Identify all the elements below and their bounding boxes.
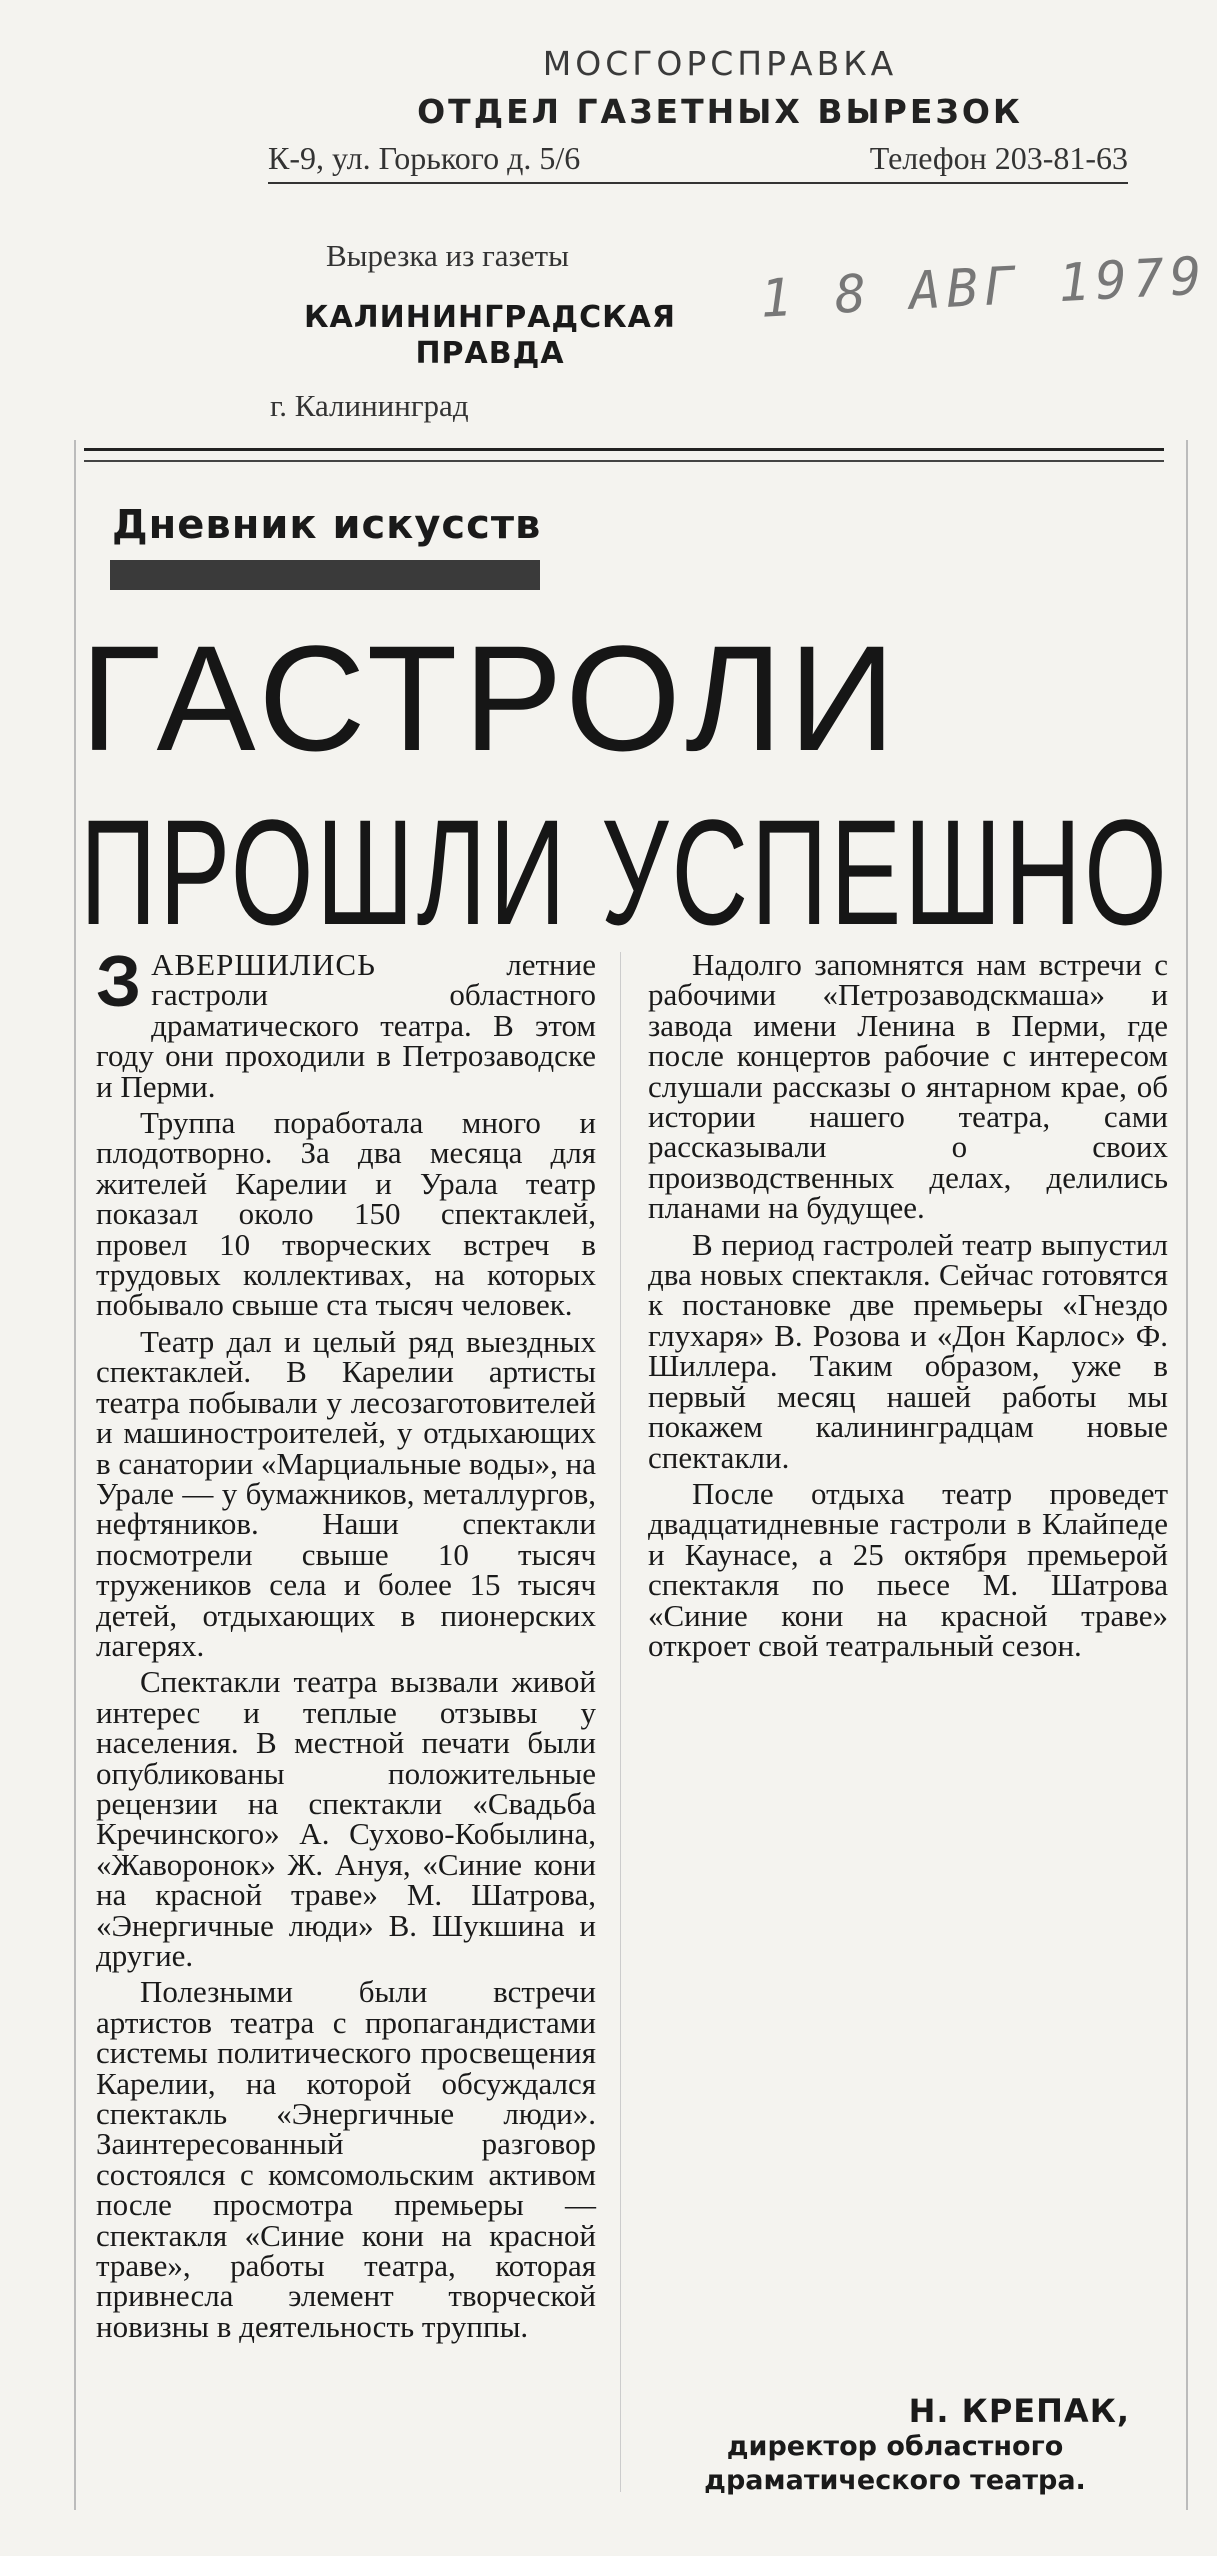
- article-paragraph-6: Надолго запомнятся нам встречи с рабочими «Петрозаводскмаша» и завода имени Ленина в Перми, где после концертов рабочие с интересом слушали рассказы о янтарном крае, об истории нашего театра, сами рассказывали о своих производственных делах, делились планами на будущее.: [648, 947, 1168, 1226]
- rubric-bar: [110, 560, 540, 590]
- article-paragraph-4: Спектакли театра вызвали живой интерес и теплые отзывы у населения. В местной печати были опубликованы положительные рецензии на спектакли «Свадьба Кречинского» А. Сухово-Кобылина, «Жаворонок» Ж. Ануя, «Синие кони на красной траве» М. Шатрова, «Энергичные люди» В. Шукшина и другие.: [96, 1664, 596, 1973]
- rubric-title: Дневник искусств: [112, 502, 542, 548]
- newspaper-city: г. Калининград: [270, 388, 469, 423]
- author-name: Н. КРЕПАК,: [908, 2392, 1130, 2430]
- article-paragraph-2: Труппа поработала много и плодотворно. За два месяца для жителей Карелии и Урала театр показал около 150 спектаклей, провел 10 творческих встреч в трудовых коллективах, на которых побывало свыше ста тысяч человек.: [96, 1105, 596, 1323]
- column-divider: [620, 952, 621, 2492]
- top-rule-secondary: [84, 460, 1164, 462]
- author-role: директор областного драматического театра.: [704, 2431, 1086, 2496]
- stamp-address: К-9, ул. Горького д. 5/6: [268, 140, 581, 176]
- stamp-phone: Телефон 203-81-63: [869, 140, 1128, 176]
- stamp-organization: МОСГОРСПРАВКА: [542, 44, 898, 83]
- newspaper-name: КАЛИНИНГРАДСКАЯ ПРАВДА: [304, 300, 676, 371]
- drop-cap: З: [96, 942, 142, 1022]
- article-paragraph-1: [96, 942, 596, 1104]
- headline-line-2: ПРОШЛИ УСПЕШНО: [80, 788, 1170, 956]
- date-stamp: 1 8 АВГ 1979: [758, 246, 1209, 330]
- author-signature: [660, 2392, 1130, 2498]
- article-paragraph-3: Театр дал и целый ряд выездных спектаклей. В Карелии артисты театра побывали у лесозаготовителей и машиностроителей, у отдыхающих в санатории «Марциальные воды», на Урале — у бумажников, металлургов, нефтяников. Наши спектакли посмотрели свыше 10 тысяч тружеников села и более 15 тысяч детей, отдыхающих в пионерских лагерях.: [96, 1323, 596, 1663]
- headline-line-1: ГАСТРОЛИ: [80, 614, 902, 782]
- article-column-left: [96, 942, 596, 2348]
- stamp-contacts: [268, 140, 1128, 177]
- stamp-divider: [268, 182, 1128, 184]
- top-rule: [84, 448, 1164, 451]
- article-column-right: [648, 947, 1168, 1667]
- article-paragraph-8: После отдыха театр проведет двадцатидневные гастроли в Клайпеде и Каунасе, а 25 октября премьерой спектакля по пьесе М. Шатрова «Синие кони на красной траве» откроет свой театральный сезон.: [648, 1475, 1168, 1663]
- article-paragraph-7: В период гастролей театр выпустил два новых спектакля. Сейчас готовятся к постановке две премьеры «Гнездо глухаря» В. Розова и «Дон Карлос» Ф. Шиллера. Таким образом, уже в первый месяц нашей работы мы покажем калининградцам новые спектакли.: [648, 1226, 1168, 1475]
- article-paragraph-5: Полезными были встречи артистов театра с пропагандистами системы политического просвещения Карелии, на которой обсуждался спектакль «Энергичные люди». Заинтересованный разговор состоялся с комсомольским активом после просмотра премьеры — спектакля «Синие кони на красной траве», работы театра, которая привнесла элемент творческой новизны в деятельность труппы.: [96, 1974, 596, 2344]
- paragraph-1-text: летние гастроли областного драматического театра. В этом году они проходили в Петрозаводске и Перми.: [96, 947, 596, 1104]
- clipping-label: Вырезка из газеты: [326, 238, 569, 273]
- stamp-department: ОТДЕЛ ГАЗЕТНЫХ ВЫРЕЗОК: [417, 92, 1023, 131]
- lead-caps: АВЕРШИЛИСЬ: [151, 947, 376, 982]
